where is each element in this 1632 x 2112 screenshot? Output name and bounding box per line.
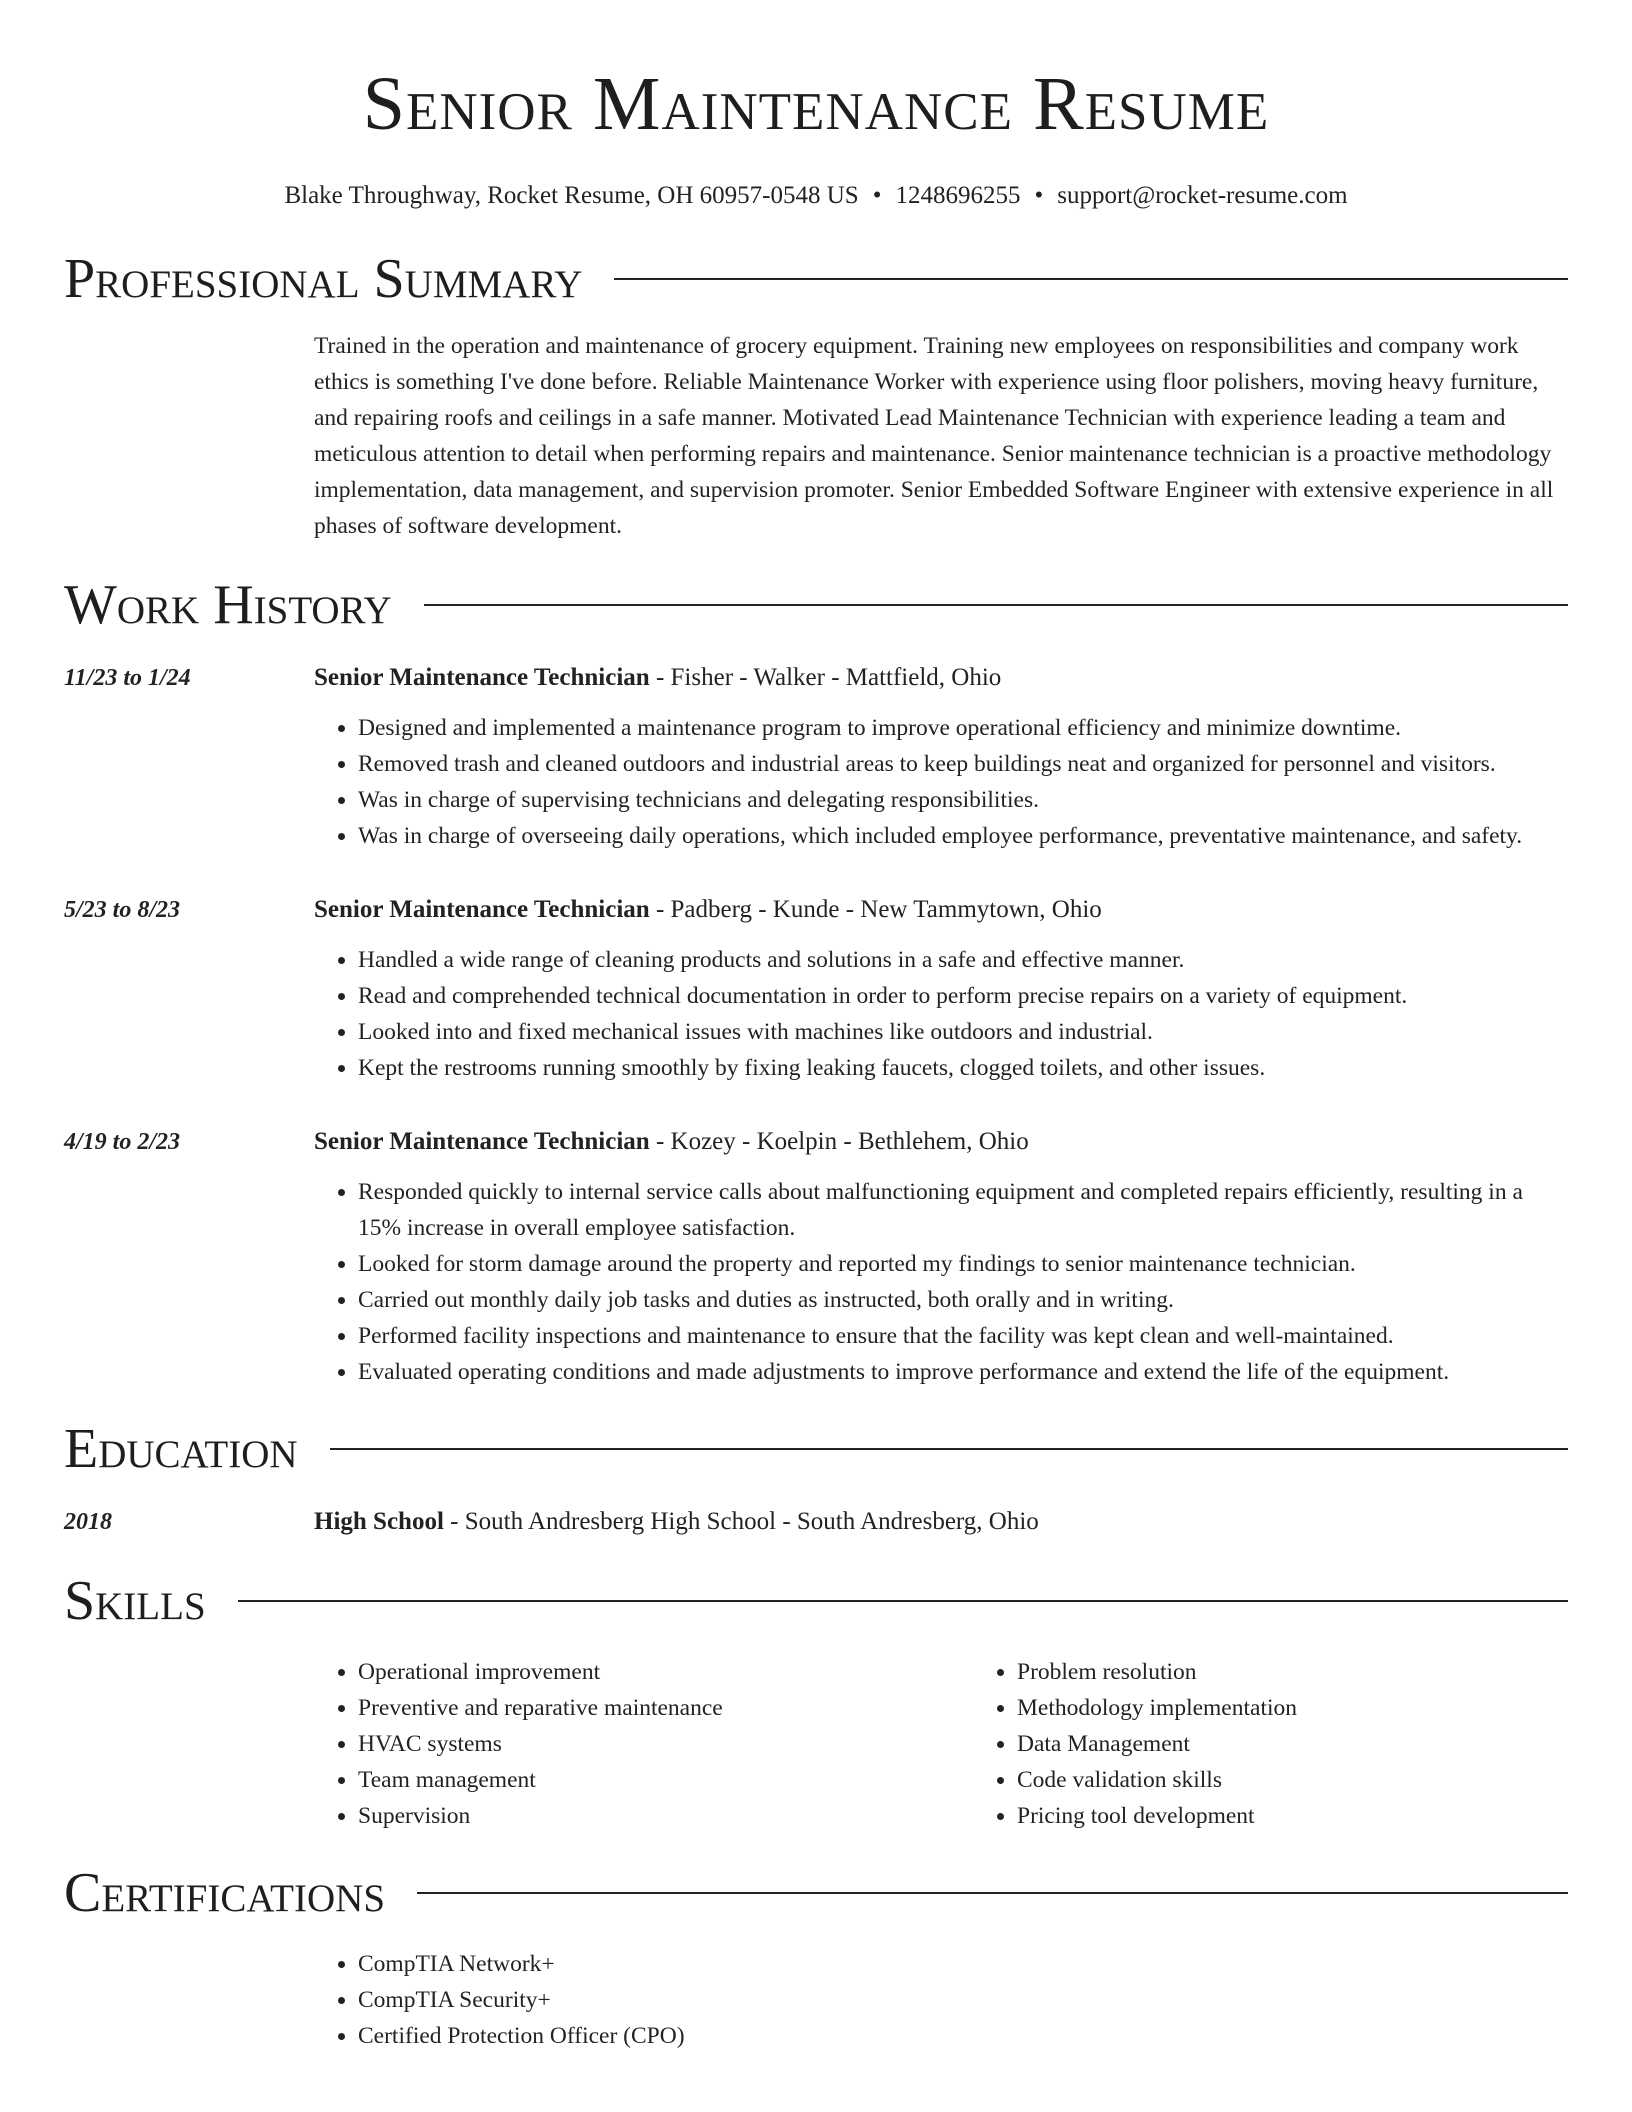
- section-title-education: Education: [64, 1418, 298, 1480]
- list-item: • Designed and implemented a maintenance program to improve operational efficiency and minimize downtime.: [358, 710, 1568, 746]
- list-item: • Evaluated operating conditions and made adjustments to improve performance and extend the life of the equipment.: [358, 1354, 1568, 1390]
- list-item: • Responded quickly to internal service calls about malfunctioning equipment and completed repairs efficiently, resulting in a 15% increase in overall employee satisfaction.: [358, 1174, 1568, 1246]
- list-item: • Code validation skills: [1017, 1762, 1632, 1798]
- job-dates: 4/19 to 2/23: [64, 1129, 181, 1155]
- summary-section: [64, 248, 1568, 544]
- certifications-list: [314, 1946, 1568, 2054]
- contact-line: [64, 182, 1568, 210]
- section-title-work-history: Work History: [64, 574, 392, 636]
- certifications-section: [64, 1862, 1568, 2054]
- list-item: • Certified Protection Officer (CPO): [358, 2018, 1568, 2054]
- job-employer: - Kozey - Koelpin - Bethlehem, Ohio: [649, 1128, 1029, 1155]
- section-header: [64, 574, 1568, 636]
- skills-list-right: [973, 1654, 1632, 1834]
- job-bullets: [314, 942, 1568, 1086]
- education-degree: High School: [314, 1508, 444, 1535]
- list-item: • Read and comprehended technical documentation in order to perform precise repairs on a variety of equipment.: [358, 978, 1568, 1014]
- education-section: [64, 1418, 1568, 1544]
- section-header: [64, 1418, 1568, 1480]
- job-bullets: [314, 710, 1568, 854]
- job-title: Senior Maintenance Technician: [314, 1128, 650, 1155]
- list-item: • Performed facility inspections and maintenance to ensure that the facility was kept clean and well-maintained.: [358, 1318, 1568, 1354]
- list-item: • Handled a wide range of cleaning products and solutions in a safe and effective manner.: [358, 942, 1568, 978]
- list-item: • HVAC systems: [358, 1726, 973, 1762]
- job-entry: [64, 656, 1568, 854]
- list-item: • Operational improvement: [358, 1654, 973, 1690]
- list-item: • Methodology implementation: [1017, 1690, 1632, 1726]
- section-header: [64, 1570, 1568, 1632]
- section-header: [64, 248, 1568, 310]
- list-item: • Removed trash and cleaned outdoors and industrial areas to keep buildings neat and organized for personnel and visitors.: [358, 746, 1568, 782]
- skills-list-left: [314, 1654, 973, 1834]
- list-item: • Preventive and reparative maintenance: [358, 1690, 973, 1726]
- list-item: • Team management: [358, 1762, 973, 1798]
- list-item: • Problem resolution: [1017, 1654, 1632, 1690]
- job-title: Senior Maintenance Technician: [314, 896, 650, 923]
- list-item: • Kept the restrooms running smoothly by fixing leaking faucets, clogged toilets, and other issues.: [358, 1050, 1568, 1086]
- skills-columns: [314, 1654, 1568, 1834]
- certifications-content: [314, 1946, 1568, 2054]
- job-title: Senior Maintenance Technician: [314, 664, 650, 691]
- education-heading: [314, 1500, 1039, 1544]
- job-dates: 11/23 to 1/24: [64, 665, 191, 691]
- contact-phone: 1248696255: [895, 182, 1021, 209]
- job-bullets: [314, 1174, 1568, 1390]
- job-entry: [64, 1120, 1568, 1390]
- job-body: [314, 888, 1568, 1086]
- job-dates: 5/23 to 8/23: [64, 897, 181, 923]
- section-divider: [424, 604, 1568, 606]
- section-divider: [417, 1892, 1568, 1894]
- job-employer: - Fisher - Walker - Mattfield, Ohio: [649, 664, 1002, 691]
- education-school: - South Andresberg High School - South Andresberg, Ohio: [443, 1508, 1039, 1535]
- job-employer: - Padberg - Kunde - New Tammytown, Ohio: [649, 896, 1102, 923]
- list-item: • CompTIA Security+: [358, 1982, 1568, 2018]
- list-item: • Data Management: [1017, 1726, 1632, 1762]
- job-body: [314, 656, 1568, 854]
- list-item: • Was in charge of supervising technicians and delegating responsibilities.: [358, 782, 1568, 818]
- resume-title: Senior Maintenance Resume: [362, 62, 1270, 146]
- job-heading: [314, 656, 1568, 700]
- summary-text: Trained in the operation and maintenance of grocery equipment. Training new employees on responsibilities and company work ethics is something I've done before. Reliable Maintenance Worker with experience using floor polishers, moving heavy furniture, and repairing roofs and ceilings in a safe manner. Motivated Lead Maintenance Technician with experience leading a team and meticulous attention to detail when performing repairs and maintenance. Senior maintenance technician is a proactive methodology implementation, data management, and supervision promoter. Senior Embedded Software Engineer with extensive experience in all phases of software development.: [314, 333, 1554, 539]
- job-heading: [314, 1120, 1568, 1164]
- education-year: 2018: [64, 1509, 112, 1535]
- list-item: • Supervision: [358, 1798, 973, 1834]
- work-history-section: [64, 574, 1568, 1390]
- list-item: • CompTIA Network+: [358, 1946, 1568, 1982]
- section-title-skills: Skills: [64, 1570, 206, 1632]
- section-divider: [330, 1448, 1568, 1450]
- job-body: [314, 1120, 1568, 1390]
- section-header: [64, 1862, 1568, 1924]
- list-item: • Pricing tool development: [1017, 1798, 1632, 1834]
- contact-separator: •: [1034, 182, 1044, 209]
- education-entry: [64, 1500, 1568, 1544]
- section-title-certifications: Certifications: [64, 1862, 386, 1924]
- contact-address: Blake Throughway, Rocket Resume, OH 60957-0548 US: [284, 182, 859, 209]
- section-divider: [614, 278, 1568, 280]
- list-item: • Was in charge of overseeing daily operations, which included employee performance, preventative maintenance, and safety.: [358, 818, 1568, 854]
- contact-separator: •: [872, 182, 882, 209]
- section-title-summary: Professional Summary: [64, 248, 583, 310]
- job-heading: [314, 888, 1568, 932]
- list-item: • Carried out monthly daily job tasks and duties as instructed, both orally and in writing.: [358, 1282, 1568, 1318]
- job-entry: [64, 888, 1568, 1086]
- section-divider: [238, 1600, 1568, 1602]
- contact-email: support@rocket-resume.com: [1057, 182, 1348, 209]
- skills-section: [64, 1570, 1568, 1834]
- list-item: • Looked for storm damage around the property and reported my findings to senior maintenance technician.: [358, 1246, 1568, 1282]
- list-item: • Looked into and fixed mechanical issues with machines like outdoors and industrial.: [358, 1014, 1568, 1050]
